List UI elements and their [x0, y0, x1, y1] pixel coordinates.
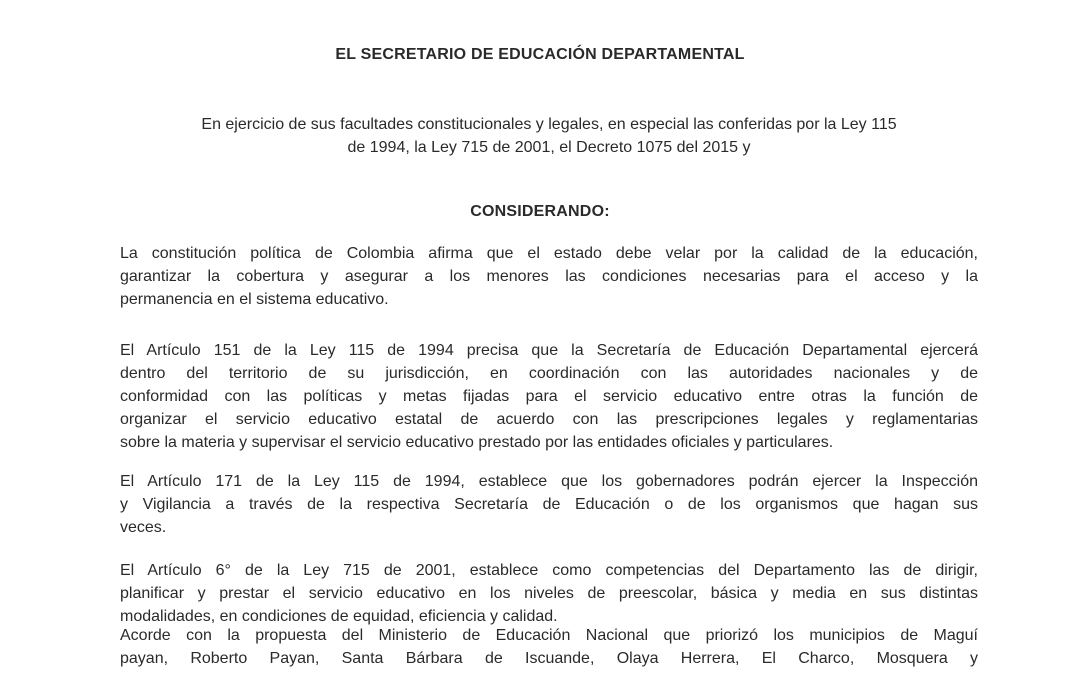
paragraph-line: y Vigilancia a través de la respectiva Secretaría de Educación o de los organismos que hagan sus [120, 496, 978, 513]
paragraph-line: garantizar la cobertura y asegurar a los menores las condiciones necesarias para el acceso y la [120, 268, 978, 285]
paragraph-line: La constitución política de Colombia afirma que el estado debe velar por la calidad de la educación, [120, 245, 978, 262]
paragraph-articulo-151 [120, 339, 978, 454]
paragraph-line: payan, Roberto Payan, Santa Bárbara de Iscuande, Olaya Herrera, El Charco, Mosquera y [120, 650, 978, 667]
paragraph-articulo-171 [120, 470, 978, 539]
paragraph-line: planificar y prestar el servicio educativo en los niveles de preescolar, básica y media en sus distintas [120, 585, 978, 602]
paragraph-line: modalidades, en condiciones de equidad, eficiencia y calidad. [120, 608, 558, 625]
considerando-heading: CONSIDERANDO: [470, 203, 610, 220]
paragraph-line: permanencia en el sistema educativo. [120, 291, 389, 308]
intro-line: En ejercicio de sus facultades constitucionales y legales, en especial las conferidas por la Ley 115 [201, 116, 897, 133]
paragraph-line: sobre la materia y supervisar el servicio educativo prestado por las entidades oficiales y particulares. [120, 434, 834, 451]
intro-line: de 1994, la Ley 715 de 2001, el Decreto 1075 del 2015 y [347, 139, 751, 156]
paragraph-line: El Artículo 151 de la Ley 115 de 1994 precisa que la Secretaría de Educación Departamental ejercerá [120, 342, 978, 359]
paragraph-line: Acorde con la propuesta del Ministerio de Educación Nacional que priorizó los municipios de Maguí [120, 627, 978, 644]
paragraph-line: conformidad con las políticas y metas fijadas para el servicio educativo entre otras la función de [120, 388, 978, 405]
paragraph-line: El Artículo 6° de la Ley 715 de 2001, establece como competencias del Departamento las de dirigir, [120, 562, 978, 579]
paragraph-line: veces. [120, 519, 167, 536]
document-title: EL SECRETARIO DE EDUCACIÓN DEPARTAMENTAL [335, 46, 745, 63]
intro-paragraph [120, 113, 978, 159]
paragraph-line: organizar el servicio educativo estatal de acuerdo con las prescripciones legales y reglamentarias [120, 411, 978, 428]
paragraph-ministerio [120, 624, 978, 670]
paragraph-articulo-6 [120, 559, 978, 628]
paragraph-line: El Artículo 171 de la Ley 115 de 1994, establece que los gobernadores podrán ejercer la Inspección [120, 473, 978, 490]
paragraph-constitucion [120, 242, 978, 311]
paragraph-line: dentro del territorio de su jurisdicción, en coordinación con las autoridades nacionales y de [120, 365, 978, 382]
